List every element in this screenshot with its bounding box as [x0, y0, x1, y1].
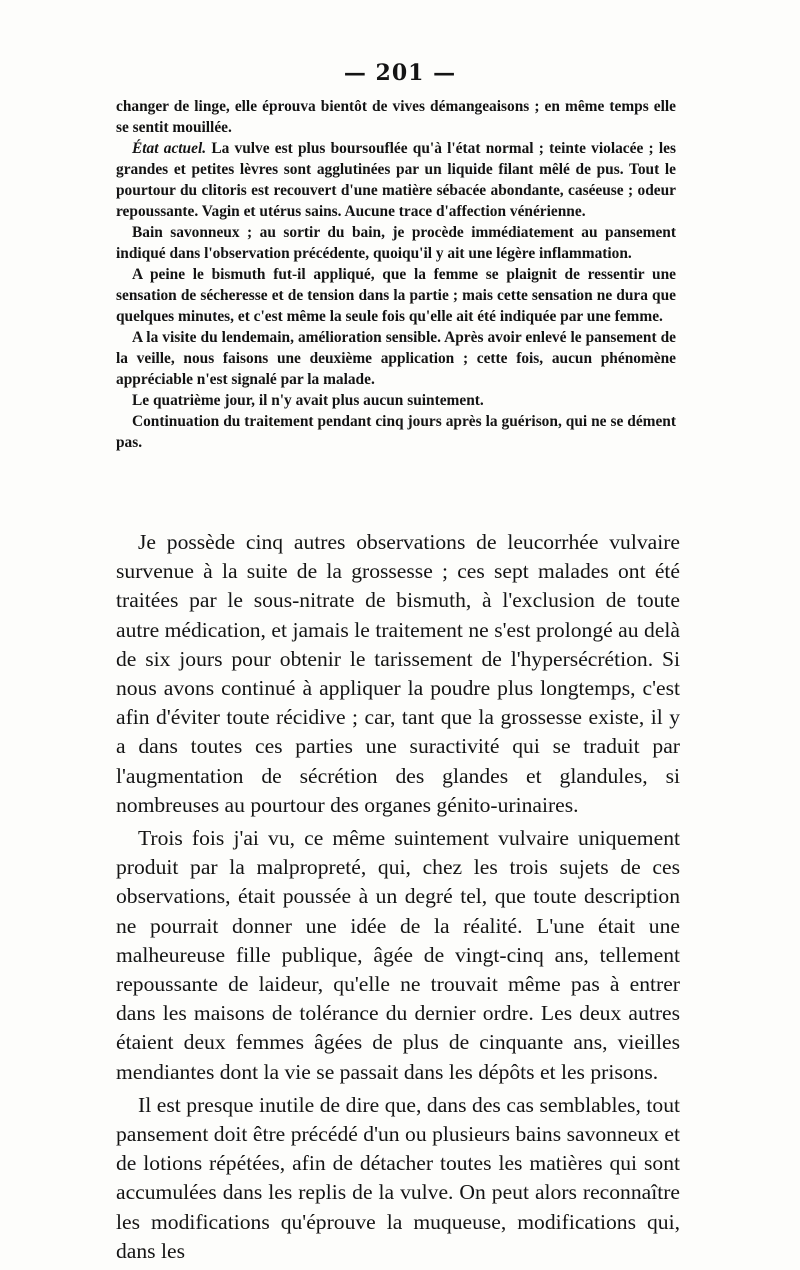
body-paragraph: Il est presque inutile de dire que, dans des cas semblables, tout pansement doit être précédé d'un ou plusieurs bains savonneux et de lotions répétées, afin de détacher toutes les matières qui sont accumulées dans les replis de la vulve. On peut alors reconnaître les modifications qu'éprouve la muqueuse, modifications qui, dans les — [116, 1092, 680, 1263]
note-paragraph-etat-actuel — [116, 138, 676, 222]
body-paragraph: Trois fois j'ai vu, ce même suintement vulvaire uniquement produit par la malpropreté, qui, chez les trois sujets de ces observations, était poussée à un degré tel, que toute description ne pourrait donner une idée de la réalité. L'une était une malheureuse fille publique, âgée de vingt-cinq ans, tellement repoussante de laideur, qu'elle ne trouvait même pas à entrer dans les maisons de tolérance du dernier ordre. Les deux autres étaient deux femmes âgées de plus de cinquante ans, vieilles mendiantes dont la vie se passait dans les dépôts et les prisons. — [116, 826, 680, 1084]
note-text: La vulve est plus boursouflée qu'à l'état normal ; teinte violacée ; les grandes et petites lèvres sont agglutinées par un liquide filant mêlé de pus. Tout le pourtour du clitoris est recouvert d'une matière sébacée abondante, caséeuse ; odeur repoussante. Vagin et utérus sains. Aucune trace d'affection vénérienne. — [116, 140, 676, 220]
main-text — [116, 528, 680, 1270]
note-paragraph: A peine le bismuth fut-il appliqué, que la femme se plaignit de ressentir une sensation de sécheresse et de tension dans la partie ; mais cette sensation ne dura que quelques minutes, et c'est même la seule fois qu'elle ait été indiquée par une femme. — [116, 266, 676, 325]
page-number: — 201 — — [343, 60, 457, 86]
note-paragraph: Continuation du traitement pendant cinq jours après la guérison, qui ne se dément pas. — [116, 413, 676, 451]
note-label: État actuel. — [132, 140, 207, 157]
note-paragraph: Le quatrième jour, il n'y avait plus aucun suintement. — [132, 392, 484, 409]
case-notes — [116, 96, 676, 453]
note-paragraph: A la visite du lendemain, amélioration sensible. Après avoir enlevé le pansement de la veille, nous faisons une deuxième application ; cette fois, aucun phénomène appréciable n'est signalé par la malade. — [116, 329, 676, 388]
body-paragraph: Je possède cinq autres observations de leucorrhée vulvaire survenue à la suite de la grossesse ; ces sept malades ont été traitées par le sous-nitrate de bismuth, à l'exclusion de toute autre médication, et jamais le traitement ne s'est prolongé au delà de six jours pour obtenir le tarissement de l'hypersécrétion. Si nous avons continué à appliquer la poudre plus longtemps, c'est afin d'éviter toute récidive ; car, tant que la grossesse existe, il y a dans toutes ces parties une suractivité qui se traduit par l'augmentation de sécrétion des glandes et glandules, si nombreuses au pourtour des organes génito-urinaires. — [116, 530, 680, 817]
note-paragraph: Bain savonneux ; au sortir du bain, je procède immédiatement au pansement indiqué dans l'observation précédente, quoiqu'il y ait une légère inflammation. — [116, 224, 676, 262]
note-paragraph: changer de linge, elle éprouva bientôt de vives démangeaisons ; en même temps elle se sentit mouillée. — [116, 98, 676, 136]
